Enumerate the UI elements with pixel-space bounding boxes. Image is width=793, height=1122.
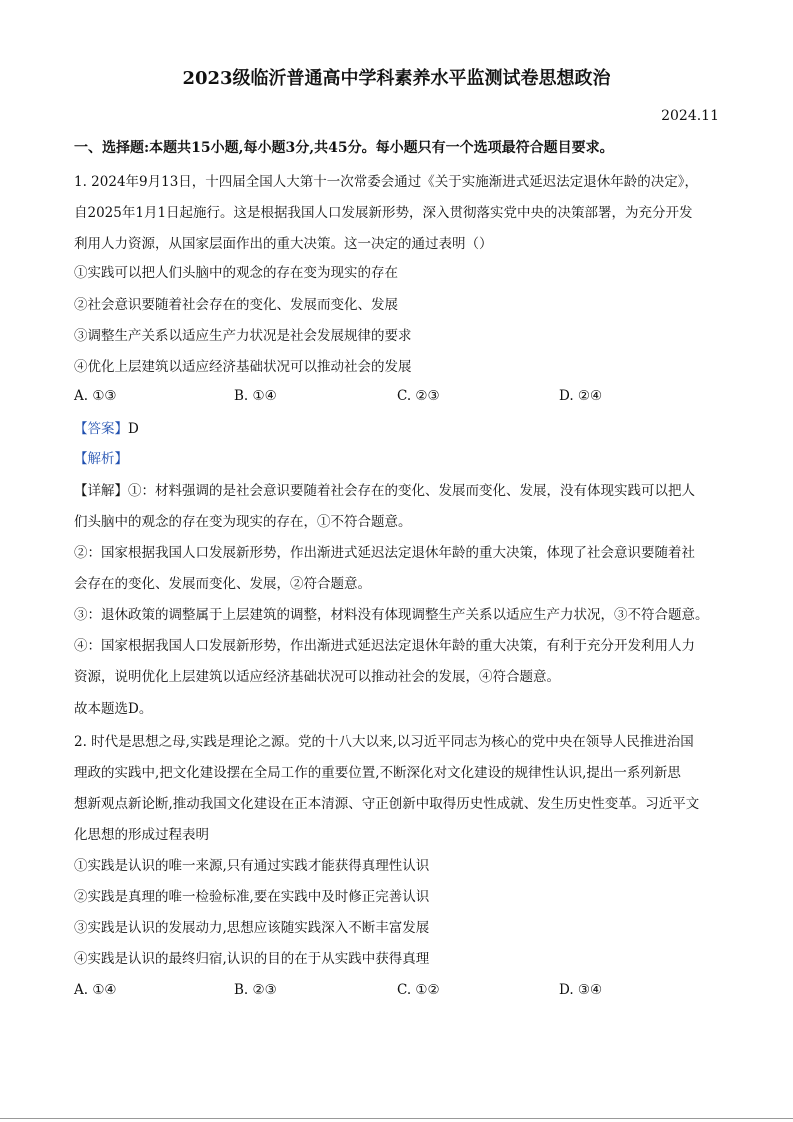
q1-option-b: B. ①④: [234, 388, 277, 404]
answer-value: D: [128, 421, 139, 437]
q1-answer: [74, 419, 139, 439]
q2-stem-line: 2. 时代是思想之母,实践是理论之源。党的十八大以来,以习近平同志为核心的党中央在领导人民推进治国: [74, 734, 694, 750]
q1-statement: ②社会意识要随着社会存在的变化、发展而变化、发展: [74, 297, 398, 313]
q2-statement: ②实践是真理的唯一检验标准,要在实践中及时修正完善认识: [74, 889, 430, 905]
q2-statement: ③实践是认识的发展动力,思想应该随实践深入不断丰富发展: [74, 920, 430, 936]
q1-explanation-line: ②：国家根据我国人口发展新形势，作出渐进式延迟法定退休年龄的重大决策，体现了社会意识要随着社: [74, 545, 695, 561]
q1-explanation-line: ④：国家根据我国人口发展新形势，作出渐进式延迟法定退休年龄的重大决策，有利于充分开发利用人力: [74, 638, 695, 654]
q1-statement: ③调整生产关系以适应生产力状况是社会发展规律的要求: [74, 328, 412, 344]
q1-explanation-line: 故本题选D。: [74, 701, 153, 717]
exam-title: 2023级临沂普通高中学科素养水平监测试卷思想政治: [182, 68, 611, 89]
exam-date: 2024.11: [661, 108, 719, 124]
q1-option-a: A. ①③: [74, 388, 117, 404]
section-heading: 一、选择题:本题共15小题,每小题3分,共45分。每小题只有一个选项最符合题目要求。: [74, 140, 614, 156]
q2-option-b: B. ②③: [234, 982, 277, 998]
q1-analysis-tag: 【解析】: [74, 451, 128, 467]
q1-stem-line: 自2025年1月1日起施行。这是根据我国人口发展新形势，深入贯彻落实党中央的决策部署，为充分开发: [74, 205, 693, 221]
q2-statement: ④实践是认识的最终归宿,认识的目的在于从实践中获得真理: [74, 951, 430, 967]
q1-stem-line: 利用人力资源，从国家层面作出的重大决策。这一决定的通过表明（）: [74, 236, 493, 252]
q1-option-d: D. ②④: [559, 388, 603, 404]
answer-tag: 【答案】: [74, 421, 128, 437]
q2-option-a: A. ①④: [74, 982, 117, 998]
q1-statement: ①实践可以把人们头脑中的观念的存在变为现实的存在: [74, 265, 398, 281]
q1-option-c: C. ②③: [397, 388, 440, 404]
q2-option-c: C. ①②: [397, 982, 440, 998]
q1-explanation-line: 【详解】①：材料强调的是社会意识要随着社会存在的变化、发展而变化、发展，没有体现实践可以把人: [74, 483, 695, 499]
q2-stem-line: 理政的实践中,把文化建设摆在全局工作的重要位置,不断深化对文化建设的规律性认识,提出一系列新思: [74, 765, 681, 781]
page-bottom-divider: [0, 1118, 793, 1119]
q2-option-d: D. ③④: [559, 982, 603, 998]
q1-explanation-line: ③：退休政策的调整属于上层建筑的调整，材料没有体现调整生产关系以适应生产力状况，③不符合题意。: [74, 607, 709, 623]
q1-statement: ④优化上层建筑以适应经济基础状况可以推动社会的发展: [74, 359, 412, 375]
q1-stem-line: 1. 2024年9月13日，十四届全国人大第十一次常委会通过《关于实施渐进式延迟法定退休年龄的决定》，: [74, 174, 699, 190]
q1-explanation-line: 资源，说明优化上层建筑以适应经济基础状况可以推动社会的发展，④符合题意。: [74, 669, 560, 685]
q2-statement: ①实践是认识的唯一来源,只有通过实践才能获得真理性认识: [74, 858, 430, 874]
q1-explanation-line: 们头脑中的观念的存在变为现实的存在，①不符合题意。: [74, 514, 412, 530]
q1-explanation-line: 会存在的变化、发展而变化、发展，②符合题意。: [74, 576, 371, 592]
q2-stem-line: 想新观点新论断,推动我国文化建设在正本清源、守正创新中取得历史性成就、发生历史性变革。习近平文: [74, 796, 700, 812]
q2-stem-line: 化思想的形成过程表明: [74, 827, 209, 843]
